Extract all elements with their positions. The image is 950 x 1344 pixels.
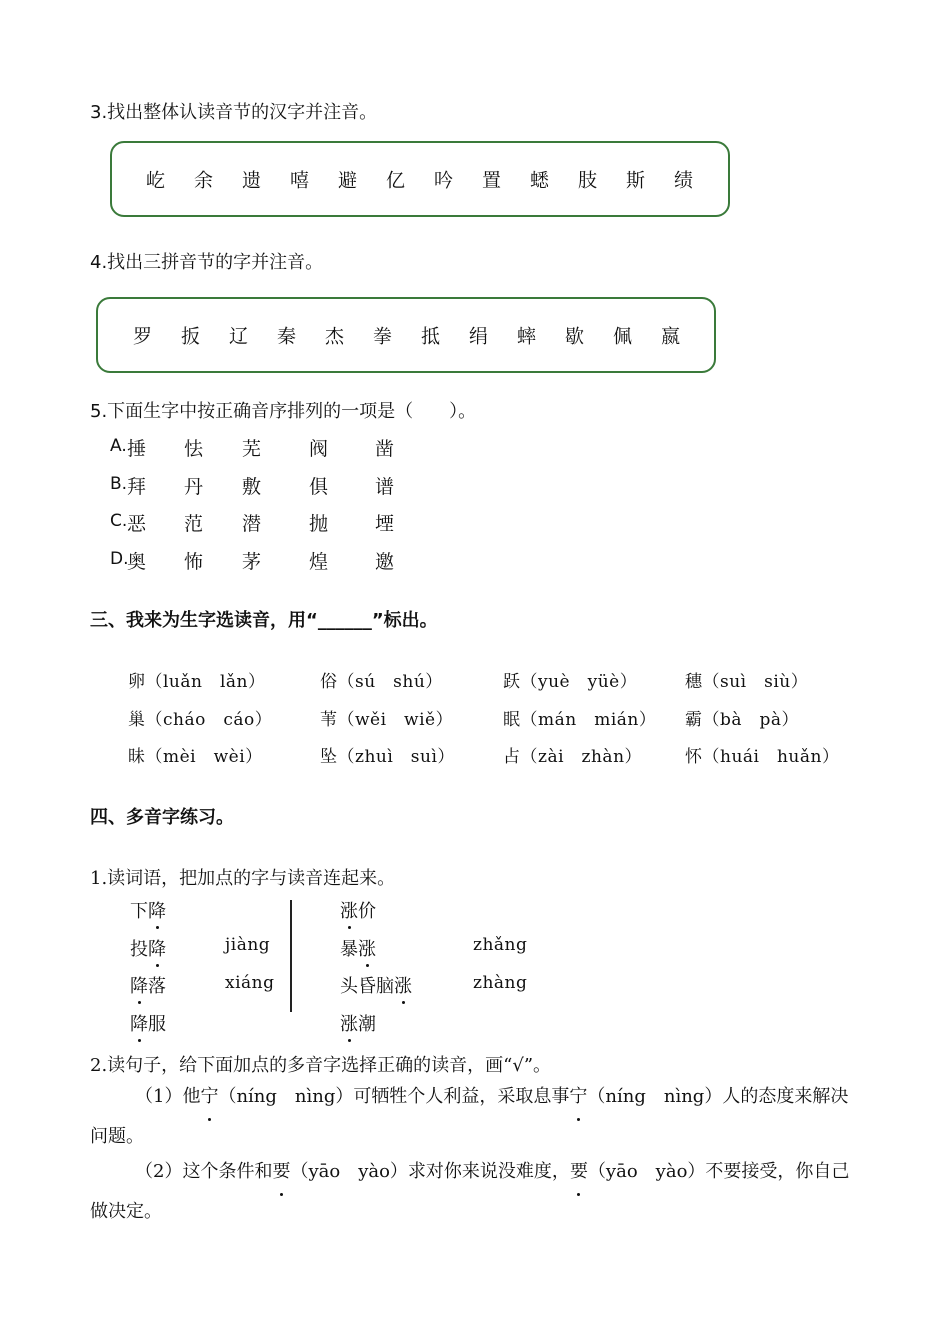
q3-title: 3.找出整体认读音节的汉字并注音。 <box>90 102 378 123</box>
match-left-pinyin-1: jiàng <box>225 935 271 955</box>
q5-option-char: 芜 <box>242 438 262 460</box>
box-char: 蟋 <box>530 169 550 192</box>
q5-option-char: 堙 <box>375 513 395 535</box>
pinyin-choice-item: 卵（luǎn lǎn） <box>128 672 266 692</box>
divider-line <box>290 900 292 1012</box>
dotted-char: 涨 <box>340 897 358 923</box>
dotted-char: 涨 <box>358 935 376 961</box>
word-part: 价 <box>358 901 376 922</box>
q3-char-box <box>110 141 730 217</box>
sentence-2-cont: 做决定。 <box>90 1201 162 1222</box>
q5-option-char: 拜 <box>127 475 147 498</box>
q4-2-title: 2.读句子，给下面加点的多音字选择正确的读音，画“√”。 <box>90 1055 552 1076</box>
q5-title: 5.下面生字中按正确音序排列的一项是（ ）。 <box>90 401 477 422</box>
match-right-word <box>340 935 376 961</box>
match-left-pinyin-2: xiáng <box>225 973 275 993</box>
pinyin-choice-item: 眠（mán mián） <box>503 709 657 730</box>
sentence-1-part: （1）他 <box>135 1086 201 1107</box>
q5-option-label: D. <box>110 548 129 569</box>
box-char: 扳 <box>181 325 201 348</box>
word-part: 头昏脑 <box>340 976 394 997</box>
dotted-char: 降 <box>148 897 166 923</box>
pinyin-choice-item: 跃（yuè yüè） <box>503 672 638 692</box>
word-part: 落 <box>148 976 166 997</box>
match-right-word <box>340 1010 376 1036</box>
q5-option-char: 阀 <box>309 438 329 460</box>
q5-option-char: 怖 <box>184 550 204 573</box>
box-char: 屹 <box>146 169 166 192</box>
box-char: 吟 <box>434 169 454 192</box>
pinyin-choice-item: 昧（mèi wèi） <box>128 747 263 767</box>
dotted-char: 宁 <box>200 1078 218 1115</box>
q5-option-char: 范 <box>184 513 204 535</box>
pinyin-choice-item: 霸（bà pà） <box>685 709 800 730</box>
word-part: 投 <box>130 938 148 960</box>
q5-option-char: 丹 <box>184 475 204 498</box>
box-char: 歇 <box>565 325 585 348</box>
dotted-char: 降 <box>130 1010 148 1036</box>
match-left-word <box>130 935 166 961</box>
match-left-word <box>130 972 166 998</box>
box-char: 抵 <box>421 325 441 348</box>
pinyin-choice-item: 苇（wěi wiě） <box>320 709 454 730</box>
box-char: 拳 <box>373 325 393 348</box>
box-char: 嬴 <box>661 325 681 348</box>
word-part: 下 <box>130 901 148 922</box>
match-right-word <box>340 972 412 998</box>
q5-option-char: 谱 <box>375 475 395 498</box>
box-char: 嘻 <box>290 169 310 192</box>
box-char: 罗 <box>133 325 153 348</box>
sentence-1-part: （níng nìng）可牺牲个人利益，采取息事 <box>218 1086 570 1107</box>
box-char: 蟀 <box>517 325 537 348</box>
sentence-1-part: （níng nìng）人的态度来解决 <box>587 1086 849 1107</box>
dotted-char: 要 <box>570 1153 588 1190</box>
q5-option-char: 怯 <box>184 438 204 460</box>
pinyin-choice-item: 坠（zhuì suì） <box>320 747 455 767</box>
pinyin-choice-item: 占（zài zhàn） <box>503 747 643 767</box>
q5-option-char: 潜 <box>242 513 262 535</box>
match-left-word <box>130 1010 166 1036</box>
q4-char-list <box>98 299 714 371</box>
q4-char-box <box>96 297 716 373</box>
box-char: 佩 <box>613 325 633 348</box>
q5-option-char: 捶 <box>127 438 147 460</box>
pinyin-choice-item: 怀（huái huǎn） <box>685 747 840 767</box>
q5-option-label: A. <box>110 436 127 456</box>
q5-option-char: 奥 <box>127 550 147 573</box>
box-char: 绢 <box>469 325 489 348</box>
q4-1-title: 1.读词语，把加点的字与读音连起来。 <box>90 868 396 889</box>
dotted-char: 涨 <box>340 1010 358 1036</box>
box-char: 置 <box>482 169 502 192</box>
pinyin-choice-item: 俗（sú shú） <box>320 672 443 692</box>
q5-option-char: 凿 <box>375 438 395 460</box>
q5-option-char: 抛 <box>309 513 329 535</box>
sentence-2-part: （yāo yào）求对你来说没难度， <box>290 1161 570 1182</box>
word-part: 潮 <box>358 1013 376 1035</box>
sentence-2-part: （2）这个条件和 <box>135 1161 273 1182</box>
box-char: 秦 <box>277 325 297 348</box>
section4-heading: 四、多音字练习。 <box>90 807 234 828</box>
sentence-2 <box>135 1153 849 1190</box>
sentence-1-cont: 问题。 <box>90 1126 144 1147</box>
box-char: 绩 <box>674 169 694 192</box>
box-char: 杰 <box>325 325 345 348</box>
box-char: 辽 <box>229 325 249 348</box>
sentence-2-part: （yāo yào）不要接受，你自己 <box>587 1161 850 1182</box>
box-char: 斯 <box>626 169 646 192</box>
q5-option-char: 恶 <box>127 513 147 535</box>
box-char: 亿 <box>386 169 406 192</box>
q5-option-char: 邀 <box>375 550 395 573</box>
q5-option-label: C. <box>110 511 128 531</box>
box-char: 遗 <box>242 169 262 192</box>
match-right-pinyin-1: zhǎng <box>473 935 528 955</box>
dotted-char: 降 <box>130 972 148 998</box>
dotted-char: 降 <box>148 935 166 961</box>
box-char: 避 <box>338 169 358 192</box>
q5-option-char: 敷 <box>242 475 262 498</box>
q5-option-char: 茅 <box>242 550 262 573</box>
section3-heading: 三、我来为生字选读音，用“______”标出。 <box>90 610 438 631</box>
dotted-char: 宁 <box>569 1078 587 1115</box>
box-char: 余 <box>194 169 214 192</box>
pinyin-choice-item: 穗（suì siù） <box>685 672 809 692</box>
pinyin-choice-item: 巢（cháo cáo） <box>128 709 273 730</box>
dotted-char: 涨 <box>394 972 412 998</box>
q3-char-list <box>112 143 728 215</box>
q5-option-char: 俱 <box>309 475 329 498</box>
word-part: 暴 <box>340 938 358 960</box>
dotted-char: 要 <box>272 1153 290 1190</box>
match-right-pinyin-2: zhàng <box>473 973 528 993</box>
word-part: 服 <box>148 1013 166 1035</box>
match-right-word <box>340 897 376 923</box>
q5-option-label: B. <box>110 473 128 494</box>
match-left-word <box>130 897 166 923</box>
q5-option-char: 煌 <box>309 550 329 573</box>
box-char: 肢 <box>578 169 598 192</box>
q4-title: 4.找出三拼音节的字并注音。 <box>90 252 324 273</box>
sentence-1 <box>135 1078 848 1115</box>
